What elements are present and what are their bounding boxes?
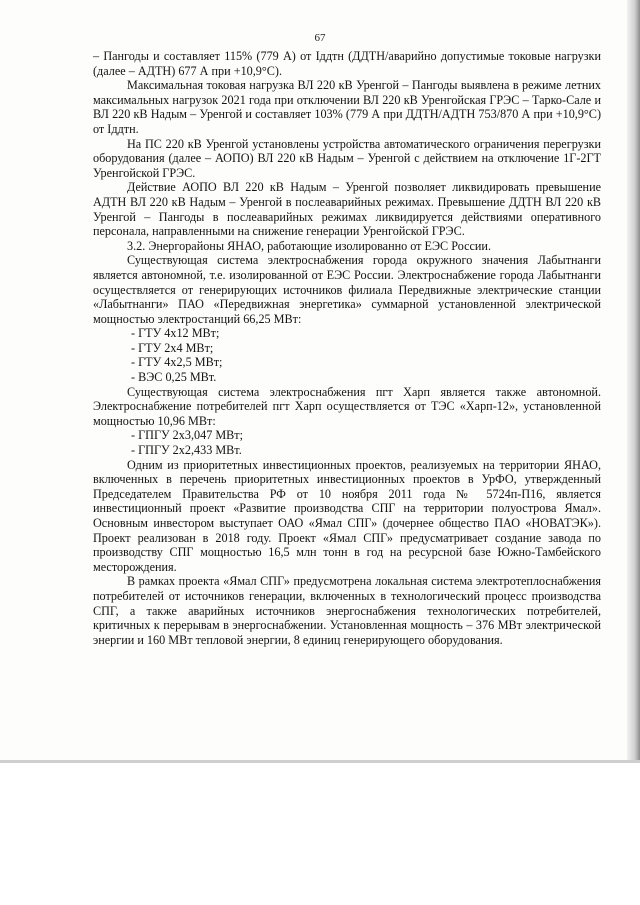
paragraph-4: Действие АОПО ВЛ 220 кВ Надым – Уренгой позволяет ликвидировать превышение АДТН ВЛ 220 кВ Надым – Уренгой в послеаварийных режимах. Превышение ДДТН ВЛ 220 кВ Уренгой – Пангоды в послеаварийных режимах ликвидируется действиями оперативного персонала, направленными на снижение генерации Уренгойской ГРЭС.: [93, 180, 601, 239]
kharp-plant-list: [93, 428, 601, 457]
paragraph-yamal-lng: Одним из приоритетных инвестиционных проектов, реализуемых на территории ЯНАО, включенных в перечень приоритетных инвестиционных проектов в УрФО, утвержденный Председателем Правительства РФ от 10 ноября 2011 года № 5724п-П16, является инвестиционный проект «Развитие производства СПГ на территории полуострова Ямал». Основным инвестором выступает ОАО «Ямал СПГ» (дочернее общество ПАО «НОВАТЭК»). Проект реализован в 2018 году. Проект «Ямал СПГ» предусматривает создание завода по производству СПГ мощностью 16,5 млн тонн в год на ресурсной базе Южно-Тамбейского месторождения.: [93, 457, 601, 574]
paragraph-3: На ПС 220 кВ Уренгой установлены устройства автоматического ограничения перегрузки оборудования (далее – АОПО) ВЛ 220 кВ Надым – Уренгой с действием на отключение 1Г-2ГТ Уренгойской ГРЭС.: [93, 136, 601, 180]
paragraph-kharp: Существующая система электроснабжения пгт Харп является также автономной. Электроснабжение потребителей пгт Харп осуществляется от ТЭС «Харп-12», установленной мощностью 10,96 МВт:: [93, 384, 601, 428]
list-item: - ВЭС 0,25 МВт.: [131, 370, 217, 385]
list-item: - ГПГУ 2х2,433 МВт.: [131, 443, 242, 458]
section-heading: 3.2. Энергорайоны ЯНАО, работающие изолированно от ЕЭС России.: [127, 238, 492, 253]
paragraph-labytnangi: Существующая система электроснабжения города окружного значения Лабытнанги является автономной, т.е. изолированной от ЕЭС России. Электроснабжение города Лабытнанги осуществляется от генерирующих источников филиала Передвижные электрические станции «Лабытнанги» ПАО «Передвижная энергетика» суммарной установленной электрической мощностью электростанций 66,25 МВт:: [93, 253, 601, 326]
list-item: - ГТУ 2х4 МВт;: [131, 340, 214, 355]
page-edge-shadow: [627, 0, 640, 763]
labytnangi-plant-list: [93, 326, 601, 384]
paragraph-power-supply: В рамках проекта «Ямал СПГ» предусмотрена локальная система электротеплоснабжения потребителей от источников генерации, включенных в технологический процесс производства СПГ, а также аварийных источников энергоснабжения технологических потребителей, критичных к перерывам в энергоснабжении. Установленная мощность – 376 МВт электрической энергии и 160 МВт тепловой энергии, 8 единиц генерирующего оборудования.: [93, 574, 601, 647]
page-body: [93, 49, 601, 647]
list-item: - ГТУ 4х2,5 МВт;: [131, 355, 223, 370]
list-item: - ГПГУ 2х3,047 МВт;: [131, 428, 244, 443]
page-number: 67: [314, 32, 326, 44]
paragraph-1: – Пангоды и составляет 115% (779 А) от Iддтн (ДДТН/аварийно допустимые токовые нагрузки (далее – АДТН) 677 А при +10,9°С).: [93, 49, 601, 78]
list-item: - ГТУ 4х12 МВт;: [131, 326, 220, 341]
paragraph-2: Максимальная токовая нагрузка ВЛ 220 кВ Уренгой – Пангоды выявлена в режиме летних максимальных нагрузок 2021 года при отключении ВЛ 220 кВ Уренгойская ГРЭС – Тарко-Сале и ВЛ 220 кВ Надым – Уренгой и составляет 103% (779 А при ДДТН/АДТН 753/870 А при +10,9°С) от Iддтн.: [93, 78, 601, 136]
